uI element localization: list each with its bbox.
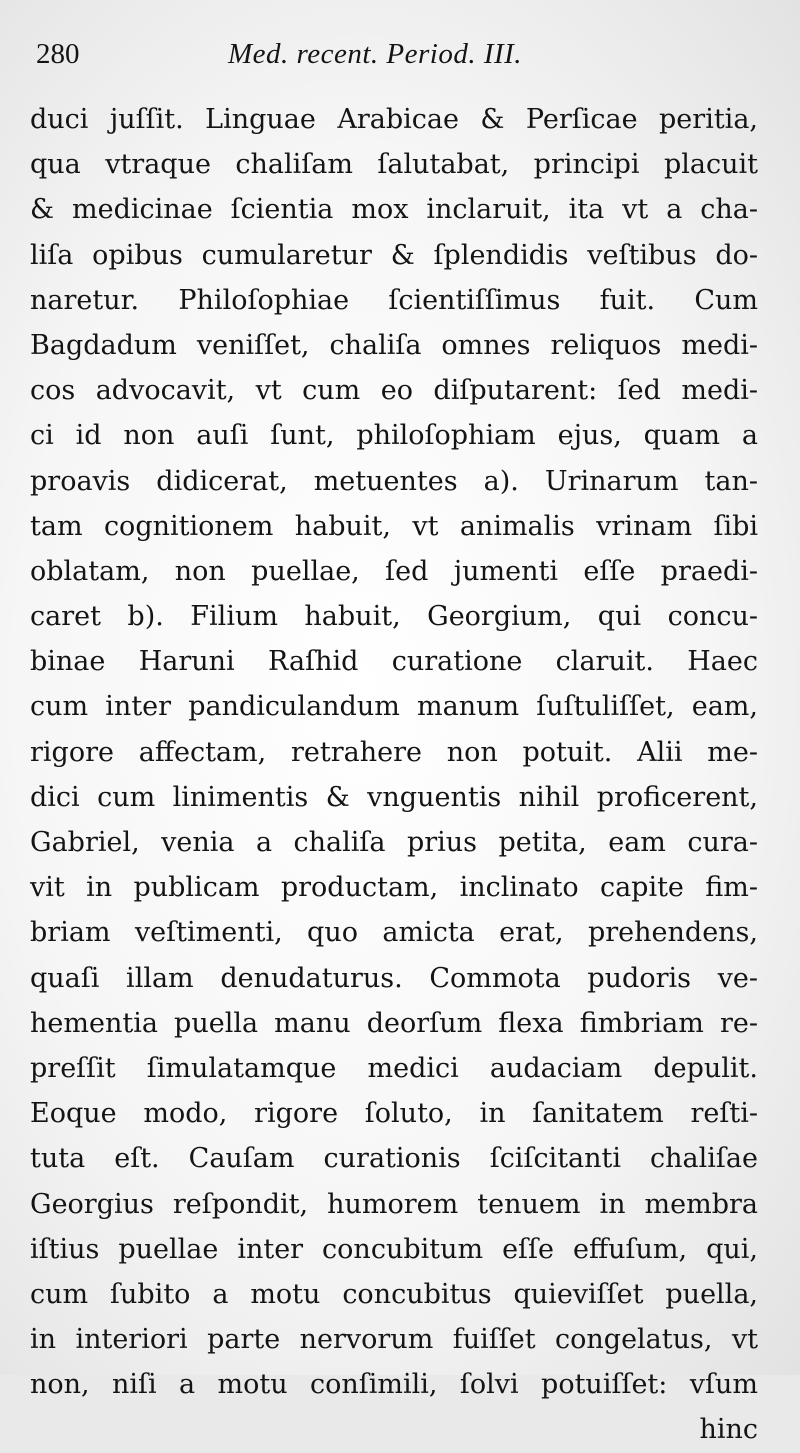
text-line: cos advocavit, vt cum eo diſputarent: ſed medi- [30, 375, 758, 407]
text-line: tam cognitionem habuit, vt animalis vrinam ſibi [30, 510, 758, 542]
text-line: naretur. Philoſophiae ſcientiſſimus fuit. Cum [30, 284, 758, 316]
text-line: & medicinae ſcientia mox inclaruit, ita vt a cha- [30, 194, 758, 226]
text-line: caret b). Filium habuit, Georgium, qui concu- [30, 601, 758, 633]
text-line: tuta eſt. Cauſam curationis ſciſcitanti chaliſae [30, 1143, 758, 1175]
running-head: Med. recent. Period. III. [228, 38, 523, 70]
text-line: rigore affectam, retrahere non potuit. Alii me- [30, 736, 758, 768]
text-line: qua vtraque chaliſam ſalutabat, principi placuit [30, 149, 758, 181]
text-line: vit in publicam productam, inclinato capite fim- [30, 872, 758, 904]
text-line: Gabriel, venia a chaliſa prius petita, eam cura- [30, 827, 758, 858]
text-line: cum ſubito a motu concubitus quieviſſet puella, [30, 1278, 758, 1310]
page-number: 280 [36, 38, 80, 70]
text-line: hementia puella manu deorſum flexa fimbriam re- [30, 1007, 758, 1039]
page-header [36, 38, 756, 82]
catchword: hinc [699, 1414, 758, 1446]
body-text [30, 97, 758, 1453]
text-line: ci id non auſi ſunt, philoſophiam ejus, quam a [30, 420, 758, 452]
text-line: Eoque modo, rigore ſoluto, in ſanitatem reſti- [30, 1098, 758, 1130]
text-line: cum inter pandiculandum manum ſuſtuliſſet, eam, [30, 691, 758, 723]
text-line: duci juſſit. Linguae Arabicae & Perſicae peritia, [30, 104, 758, 135]
text-line: Bagdadum veniſſet, chaliſa omnes reliquos medi- [30, 329, 758, 361]
text-line: binae Haruni Raſhid curatione claruit. Haec [30, 646, 758, 678]
text-line: oblatam, non puellae, ſed jumenti eſſe praedi- [30, 555, 758, 587]
text-line: proavis didicerat, metuentes a). Urinarum tan- [30, 465, 758, 497]
text-line: briam veſtimenti, quo amicta erat, prehendens, [30, 917, 758, 949]
text-line: in interiori parte nervorum fuiſſet congelatus, vt [30, 1324, 758, 1356]
text-line: quaſi illam denudaturus. Commota pudoris ve- [30, 962, 758, 994]
text-line: Georgius reſpondit, humorem tenuem in membra [30, 1188, 758, 1220]
text-line: preſſit ſimulatamque medici audaciam depulit. [30, 1052, 758, 1084]
text-line: dici cum linimentis & vnguentis nihil proficerent, [30, 781, 758, 813]
text-line: iſtius puellae inter concubitum eſſe effuſum, qui, [30, 1233, 758, 1265]
text-line: non, niſi a motu conſimili, ſolvi potuiſſet: vſum [30, 1369, 758, 1401]
text-line: liſa opibus cumularetur & ſplendidis veſtibus do- [30, 239, 758, 271]
